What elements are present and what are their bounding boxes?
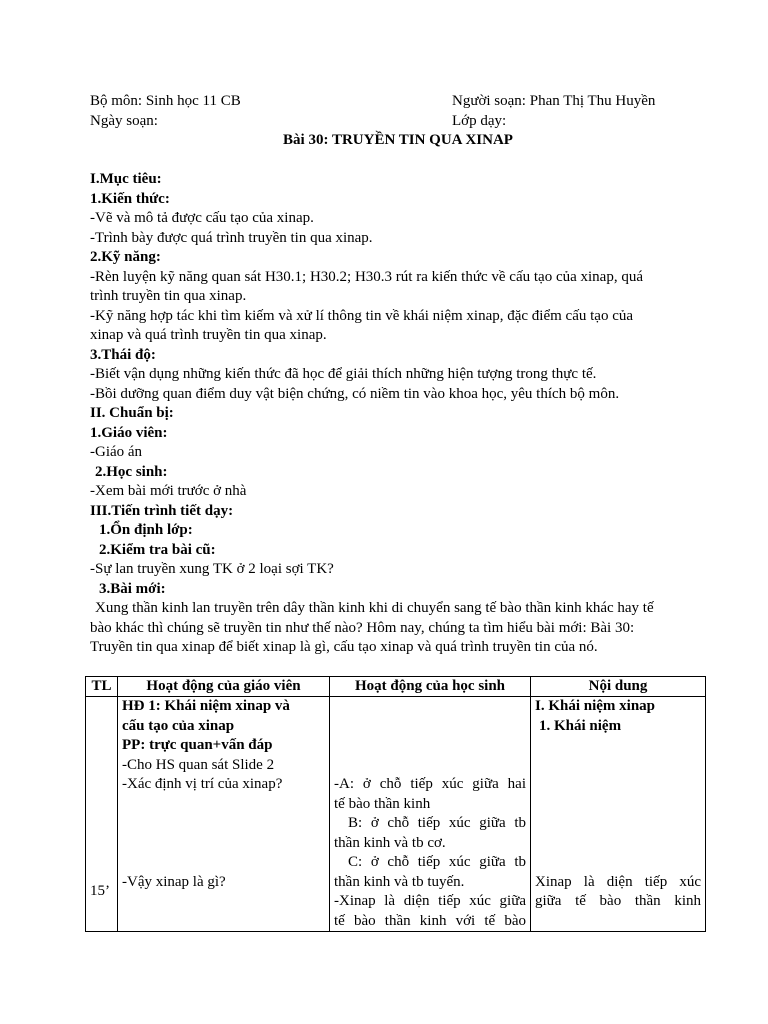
teacher-heading: 1.Giáo viên: bbox=[90, 424, 168, 441]
header-row-1 bbox=[90, 92, 706, 112]
student-activity-cell bbox=[330, 697, 531, 932]
column-header-content: Nội dung bbox=[531, 676, 706, 697]
method-label: PP: trực quan+vấn đáp bbox=[122, 737, 273, 753]
student-answer: tế bào thần kinh bbox=[334, 795, 431, 812]
activities-table bbox=[85, 676, 706, 933]
activity-heading: cấu tạo của xinap bbox=[122, 717, 235, 734]
attitude-item: -Bồi dưỡng quan điểm duy vật biện chứng, có niềm tin vào khoa học, yêu thích bộ môn. bbox=[90, 385, 620, 402]
skills-heading: 2.Kỹ năng: bbox=[90, 249, 161, 265]
student-answer: thần kinh và tb cơ. bbox=[334, 834, 446, 851]
skills-item-cont: trình truyền tin qua xinap. bbox=[90, 288, 247, 304]
column-header-time: TL bbox=[86, 676, 118, 697]
review-heading: 2.Kiểm tra bài cũ: bbox=[99, 541, 216, 558]
content-heading: I. Khái niệm xinap bbox=[535, 698, 656, 714]
student-answer: tế bào thần kinh với tế bào bbox=[334, 912, 526, 929]
table-header-row bbox=[86, 676, 706, 697]
table-row bbox=[86, 697, 706, 932]
date-label: Ngày soạn: bbox=[90, 112, 158, 129]
new-lesson-heading: 3.Bài mới: bbox=[99, 580, 166, 597]
attitude-item: -Biết vận dụng những kiến thức đã học để giải thích những hiện tượng trong thực tế. bbox=[90, 366, 597, 382]
lesson-title: Bài 30: TRUYỀN TIN QUA XINAP bbox=[283, 132, 513, 148]
intro-paragraph-line: Xung thần kinh lan truyền trên dây thần kinh khi di chuyển sang tế bào thần kinh khác hay tế bbox=[95, 600, 654, 616]
teacher-item: -Giáo án bbox=[90, 444, 143, 460]
teacher-question: -Xác định vị trí của xinap? bbox=[122, 776, 283, 792]
header-row-2 bbox=[90, 112, 706, 132]
subject-label: Bộ môn: Sinh học 11 CB bbox=[90, 93, 241, 109]
student-heading: 2.Học sinh: bbox=[95, 463, 168, 480]
time-cell bbox=[86, 697, 118, 932]
preparation-heading: II. Chuẩn bị: bbox=[90, 405, 174, 421]
content-cell bbox=[531, 697, 706, 932]
process-heading: III.Tiến trình tiết dạy: bbox=[90, 502, 234, 519]
objectives-heading: I.Mục tiêu: bbox=[90, 171, 162, 187]
teacher-step: -Cho HS quan sát Slide 2 bbox=[122, 756, 275, 773]
student-item: -Xem bài mới trước ở nhà bbox=[90, 483, 247, 499]
column-header-teacher: Hoạt động của giáo viên bbox=[118, 676, 330, 697]
review-question: -Sự lan truyền xung TK ở 2 loại sợi TK? bbox=[90, 561, 334, 577]
author-label: Người soạn: Phan Thị Thu Huyền bbox=[452, 93, 656, 109]
class-label: Lớp dạy: bbox=[452, 112, 507, 129]
knowledge-item: -Trình bày được quá trình truyền tin qua xinap. bbox=[90, 229, 373, 246]
content-text: giữa tế bào thần kinh bbox=[535, 893, 701, 909]
skills-item-cont: xinap và quá trình truyền tin qua xinap. bbox=[90, 327, 327, 343]
teacher-activity-cell bbox=[118, 697, 330, 932]
knowledge-heading: 1.Kiến thức: bbox=[90, 190, 170, 207]
activity-heading: HĐ 1: Khái niệm xinap và bbox=[122, 698, 290, 714]
intro-paragraph-line: Truyền tin qua xinap để biết xinap là gì, cấu tạo xinap và quá trình truyền tin của nó. bbox=[90, 639, 598, 655]
student-answer: B: ở chỗ tiếp xúc giữa tb bbox=[348, 815, 526, 831]
time-value: 15’ bbox=[90, 883, 110, 899]
stabilize-heading: 1.Ổn định lớp: bbox=[99, 522, 193, 538]
content-text: Xinap là diện tiếp xúc bbox=[535, 873, 701, 890]
attitude-heading: 3.Thái độ: bbox=[90, 346, 156, 363]
teacher-question: -Vậy xinap là gì? bbox=[122, 873, 226, 890]
lesson-plan-page bbox=[90, 92, 706, 932]
column-header-student: Hoạt động của học sinh bbox=[330, 676, 531, 697]
student-answer: -Xinap là diện tiếp xúc giữa bbox=[334, 893, 526, 909]
student-answer: C: ở chỗ tiếp xúc giữa tb bbox=[348, 854, 526, 870]
student-answer: -A: ở chỗ tiếp xúc giữa hai bbox=[334, 776, 526, 792]
student-answer: thần kinh và tb tuyến. bbox=[334, 873, 465, 890]
skills-item: -Kỹ năng hợp tác khi tìm kiếm và xử lí thông tin về khái niệm xinap, đặc điểm cấu tạo của bbox=[90, 307, 634, 324]
skills-item: -Rèn luyện kỹ năng quan sát H30.1; H30.2; H30.3 rút ra kiến thức về cấu tạo của xinap, quá bbox=[90, 268, 643, 285]
intro-paragraph-line: bào khác thì chúng sẽ truyền tin như thế nào? Hôm nay, chúng ta tìm hiểu bài mới: Bài 30: bbox=[90, 619, 635, 636]
content-subheading: 1. Khái niệm bbox=[539, 717, 622, 734]
knowledge-item: -Vẽ và mô tả được cấu tạo của xinap. bbox=[90, 210, 314, 226]
